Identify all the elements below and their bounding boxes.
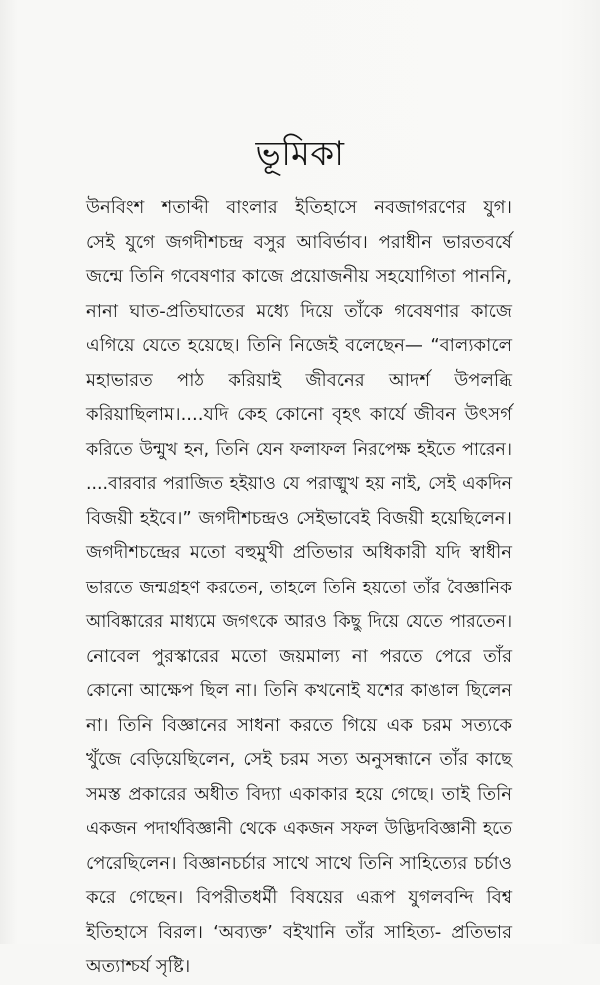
text-line: জগদীশচন্দ্রের মতো বহুমুখী প্রতিভার অধিকারী যদি স্বাধীন: [86, 542, 512, 563]
text-line: পেরেছিলেন। বিজ্ঞানচর্চার সাথে সাথে তিনি সাহিত্যের চর্চাও: [86, 852, 512, 874]
text-line: ভারতে জন্মগ্রহণ করতেন, তাহলে তিনি হয়তো তাঁর বৈজ্ঞানিক: [86, 577, 512, 598]
page-title: ভূমিকা: [255, 134, 345, 174]
text-line: না। তিনি বিজ্ঞানের সাধনা করতে গিয়ে এক চরম সত্যকে: [86, 714, 512, 736]
text-line: বিজয়ী হইবে।” জগদীশচন্দ্রও সেইভাবেই বিজয়ী হয়েছিলেন।: [86, 507, 512, 529]
text-line: করিতে উন্মুখ হন, তিনি যেন ফলাফল নিরপেক্ষ হইতে পারেন।: [86, 439, 512, 460]
text-line: অত্যাশ্চর্য সৃষ্টি।: [86, 956, 191, 977]
text-line: একজন পদার্থবিজ্ঞানী থেকে একজন সফল উদ্ভিদবিজ্ঞানী হতে: [86, 819, 512, 839]
text-line: খুঁজে বেড়িয়েছিলেন, সেই চরম সত্য অনুসন্ধানে তাঁর কাছে: [86, 749, 512, 770]
text-line: জন্মে তিনি গবেষণার কাজে প্রয়োজনীয় সহযোগিতা পাননি,: [86, 266, 512, 287]
text-line: এগিয়ে যেতে হয়েছে। তিনি নিজেই বলেছেন— “বাল্যকালে: [86, 335, 512, 356]
text-line: নোবেল পুরস্কারের মতো জয়মাল্য না পরতে পেরে তাঁর: [86, 645, 512, 667]
text-line: নানা ঘাত-প্রতিঘাতের মধ্যে দিয়ে তাঁকে গবেষণার কাজে: [86, 300, 512, 322]
text-line: ইতিহাসে বিরল। ‘অব্যক্ত’ বইখানি তাঁর সাহিত্য- প্রতিভার: [86, 921, 512, 943]
body-paragraph: [86, 191, 512, 985]
text-line: উনবিংশ শতাব্দী বাংলার ইতিহাসে নবজাগরণের যুগ।: [86, 197, 512, 218]
text-line: আবিষ্কারের মাধ্যমে জগৎকে আরও কিছু দিয়ে যেতে পারতেন।: [86, 612, 512, 632]
text-line: ....বারবার পরাজিত হইয়াও যে পরাঙ্মুখ হয় নাই, সেই একদিন: [86, 474, 512, 494]
text-line: মহাভারত পাঠ করিয়াই জীবনের আদর্শ উপলব্ধি: [86, 369, 512, 391]
text-line: করিয়াছিলাম।....যদি কেহ কোনো বৃহৎ কার্যে জীবন উৎসর্গ: [86, 404, 512, 425]
text-line: সমস্ত প্রকারের অধীত বিদ্যা একাকার হয়ে গেছে। তাই তিনি: [86, 783, 512, 805]
text-line: সেই যুগে জগদীশচন্দ্র বসুর আবির্ভাব। পরাধীন ভারতবর্ষে: [86, 231, 512, 253]
text-line: কোনো আক্ষেপ ছিল না। তিনি কখনোই যশের কাঙাল ছিলেন: [86, 681, 512, 701]
text-line: করে গেছেন। বিপরীতধর্মী বিষয়ের এরূপ যুগলবন্দি বিশ্ব: [86, 887, 512, 908]
